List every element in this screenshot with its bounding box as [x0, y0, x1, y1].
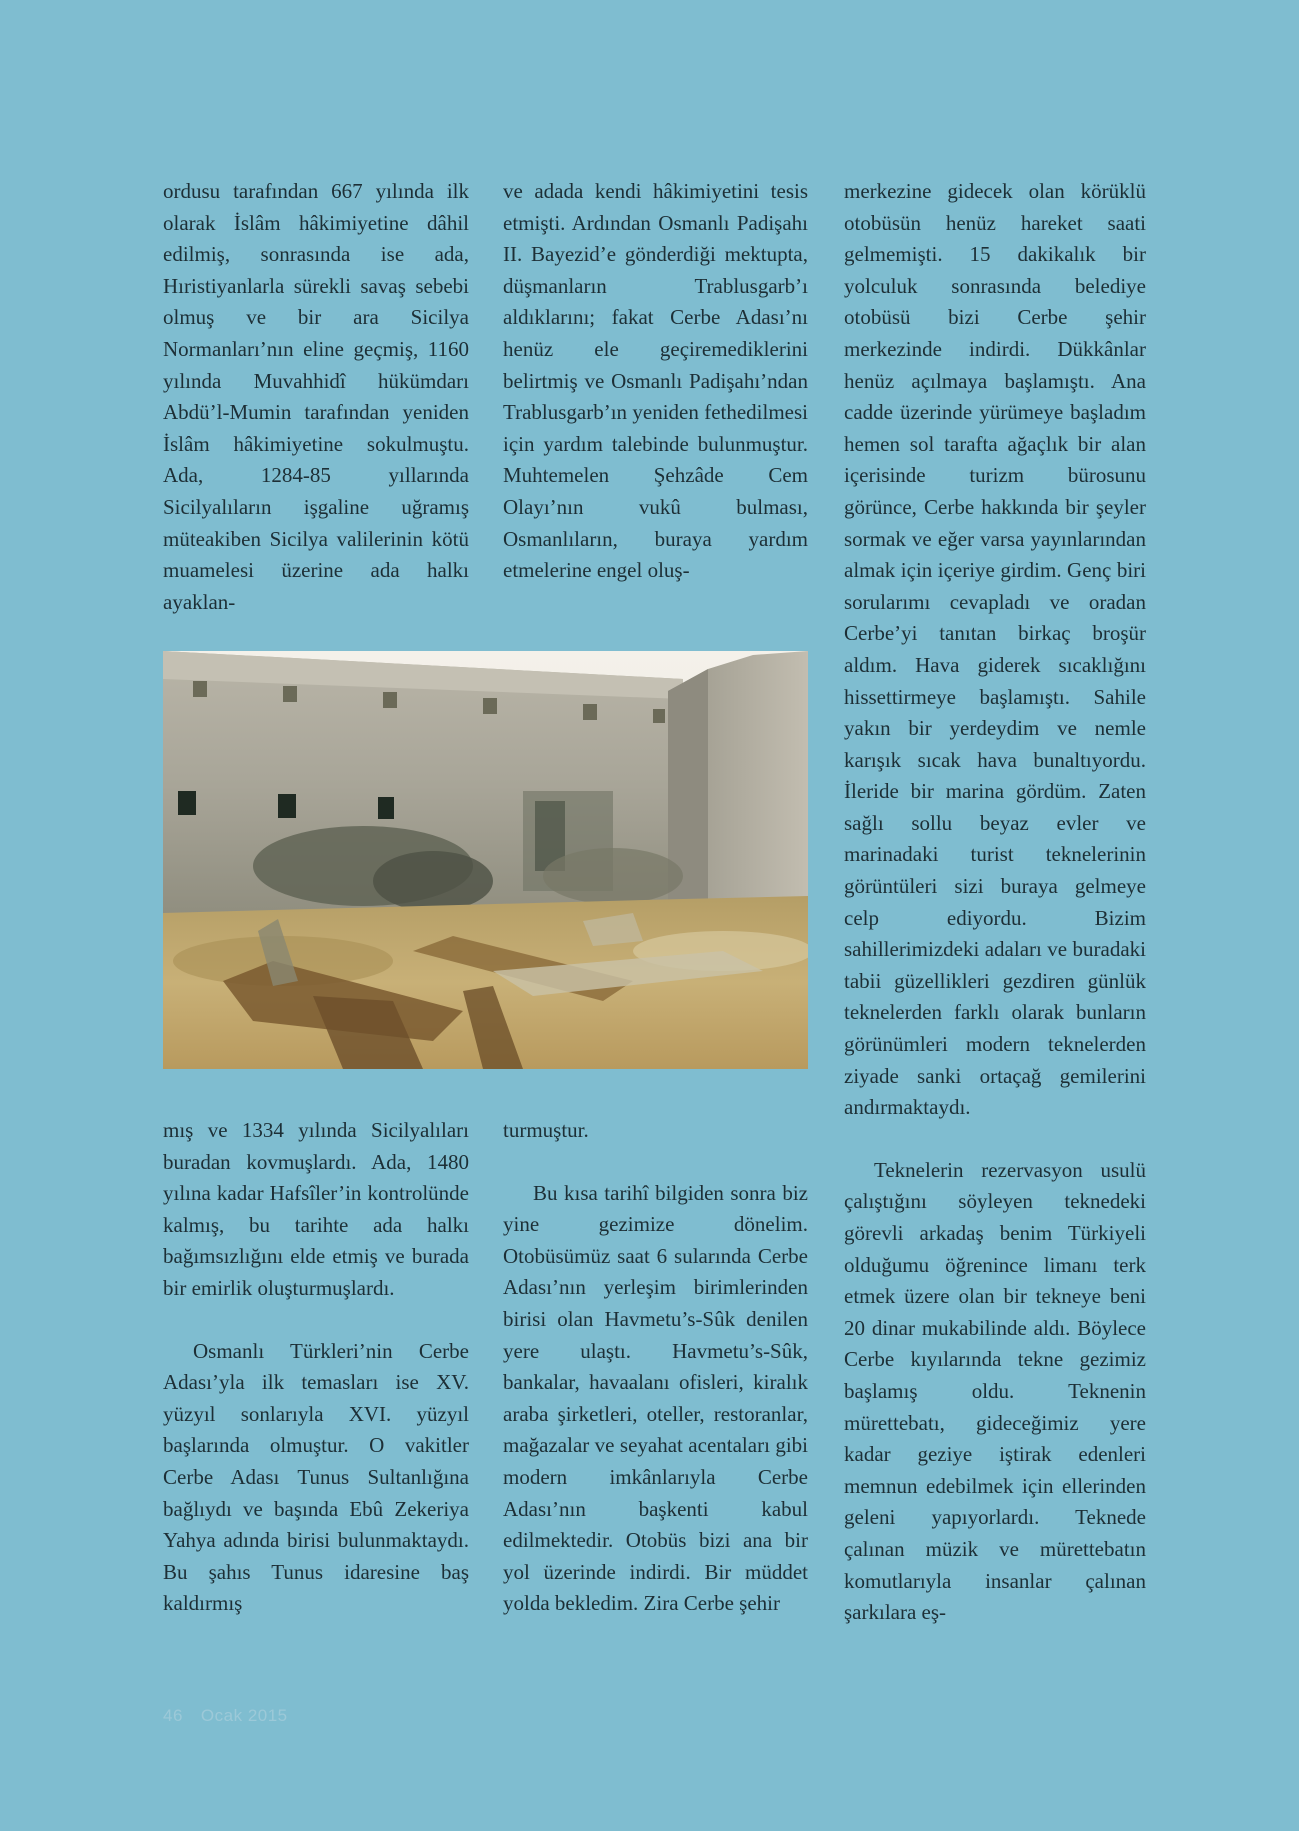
paragraph: ordusu tarafından 667 yılında ilk olarak İslâm hâkimiyetine dâhil edilmiş, sonrasında ise ada, Hıristiyanlarla sürekli savaş sebebi olmuş ve bir ara Sicilya Normanları’nın eline geçmiş, 1160 yılında Muvahhidî hükümdarı Abdü’l-Mumin tarafından yeniden İslâm hâkimiyetine sokulmuştu. Ada, 1284-85 yıllarında Sicilyalıların işgaline uğramış müteakiben Sicilya valilerinin kötü muamelesi üzerine ada halkı ayaklan-	[163, 179, 469, 614]
article-column-1-top	[163, 176, 469, 618]
paragraph: merkezine gidecek olan körüklü otobüsün henüz hareket saati gelmemişti. 15 dakikalık bir yolculuk sonrasında belediye otobüsü bizi Cerbe şehir merkezinde indirdi. Dükkânlar henüz açılmaya başlamıştı. Ana cadde üzerinde yürümeye başladım hemen sol tarafta ağaçlık bir alan içerisinde turizm bürosunu görünce, Cerbe hakkında bir şeyler sormak ve eğer varsa yayınlarından almak için içeriye girdim. Genç biri sorularımı cevapladı ve oradan Cerbe’yi tanıtan birkaç broşür aldım. Hava giderek sıcaklığını hissettirmeye başlamıştı. Sahile yakın bir yerdeydim ve nemle karışık sıcak hava bunaltıyordu. İleride bir marina gördüm. Zaten sağlı sollu beyaz evler ve marinadaki turist teknelerinin görüntüleri sizi buraya gelmeye celp ediyordu. Bizim sahillerimizdeki adaları ve buradaki tabii güzellikleri gezdiren günlük teknelerden farklı olarak bunların görünümleri modern teknelerden ziyade sanki ortaçağ gemilerini andırmaktaydı.	[844, 179, 1146, 1120]
page-number: 46	[163, 1706, 183, 1725]
fortress-courtyard-photo	[163, 651, 808, 1069]
article-column-1-bottom	[163, 1115, 469, 1620]
paragraph: Osmanlı Türkleri’nin Cerbe Adası’yla ilk temasları ise XV. yüzyıl sonlarıyla XVI. yüzyıl başlarında olmuştur. O vakitler Cerbe Adası Tunus Sultanlığına bağlıydı ve başında Ebû Zekeriya Yahya adında birisi bulunmaktaydı. Bu şahıs Tunus idaresine baş kaldırmış	[163, 1338, 469, 1616]
paragraph: ve adada kendi hâkimiyetini tesis etmişti. Ardından Osmanlı Padişahı II. Bayezid’e gönderdiği mektupta, düşmanların Trablusgarb’ı aldıklarını; fakat Cerbe Adası’nı henüz ele geçiremediklerini belirtmiş ve Osmanlı Padişahı’ndan Trablusgarb’ın yeniden fethedilmesi için yardım talebinde bulunmuştur. Muhtemelen Şehzâde Cem Olayı’nın vukû bulması, Osmanlıların, buraya yardım etmelerine engel oluş-	[503, 179, 808, 583]
article-column-2-bottom	[503, 1115, 808, 1620]
article-column-2-top	[503, 176, 808, 587]
paragraph: mış ve 1334 yılında Sicilyalıları buradan kovmuşlardı. Ada, 1480 yılına kadar Hafsîler’in kontrolünde kalmış, bu tarihte ada halkı bağımsızlığını elde etmiş ve burada bir emirlik oluşturmuşlardı.	[163, 1118, 469, 1300]
issue-date: Ocak 2015	[200, 1706, 288, 1725]
page-footer	[163, 1706, 288, 1726]
article-column-3	[844, 176, 1146, 1629]
paragraph: turmuştur.	[503, 1118, 589, 1142]
photo-image	[163, 651, 808, 1069]
paragraph: Bu kısa tarihî bilgiden sonra biz yine gezimize dönelim. Otobüsümüz saat 6 sularında Cerbe Adası’nın yerleşim birimlerinden birisi olan Havmetu’s-Sûk denilen yere ulaştı. Havmetu’s-Sûk, bankalar, havaalanı ofisleri, kiralık araba şirketleri, oteller, restoranlar, mağazalar ve seyahat acentaları gibi modern imkânlarıyla Cerbe Adası’nın başkenti kabul edilmektedir. Otobüs bizi ana bir yol üzerinde indirdi. Bir müddet yolda bekledim. Zira Cerbe şehir	[503, 1180, 808, 1616]
paragraph: Teknelerin rezervasyon usulü çalıştığını söyleyen teknedeki görevli arkadaş benim Türkiyeli olduğumu öğrenince limanı terk etmek üzere olan bir tekneye beni 20 dinar mukabilinde aldı. Böylece Cerbe kıyılarında tekne gezimiz başlamış oldu. Teknenin mürettebatı, gideceğimiz yere kadar geziye iştirak edenleri memnun edebilmek için ellerinden geleni yapıyorlardı. Teknede çalınan müzik ve mürettebatın komutlarıyla insanlar çalınan şarkılara eş-	[844, 1157, 1146, 1625]
